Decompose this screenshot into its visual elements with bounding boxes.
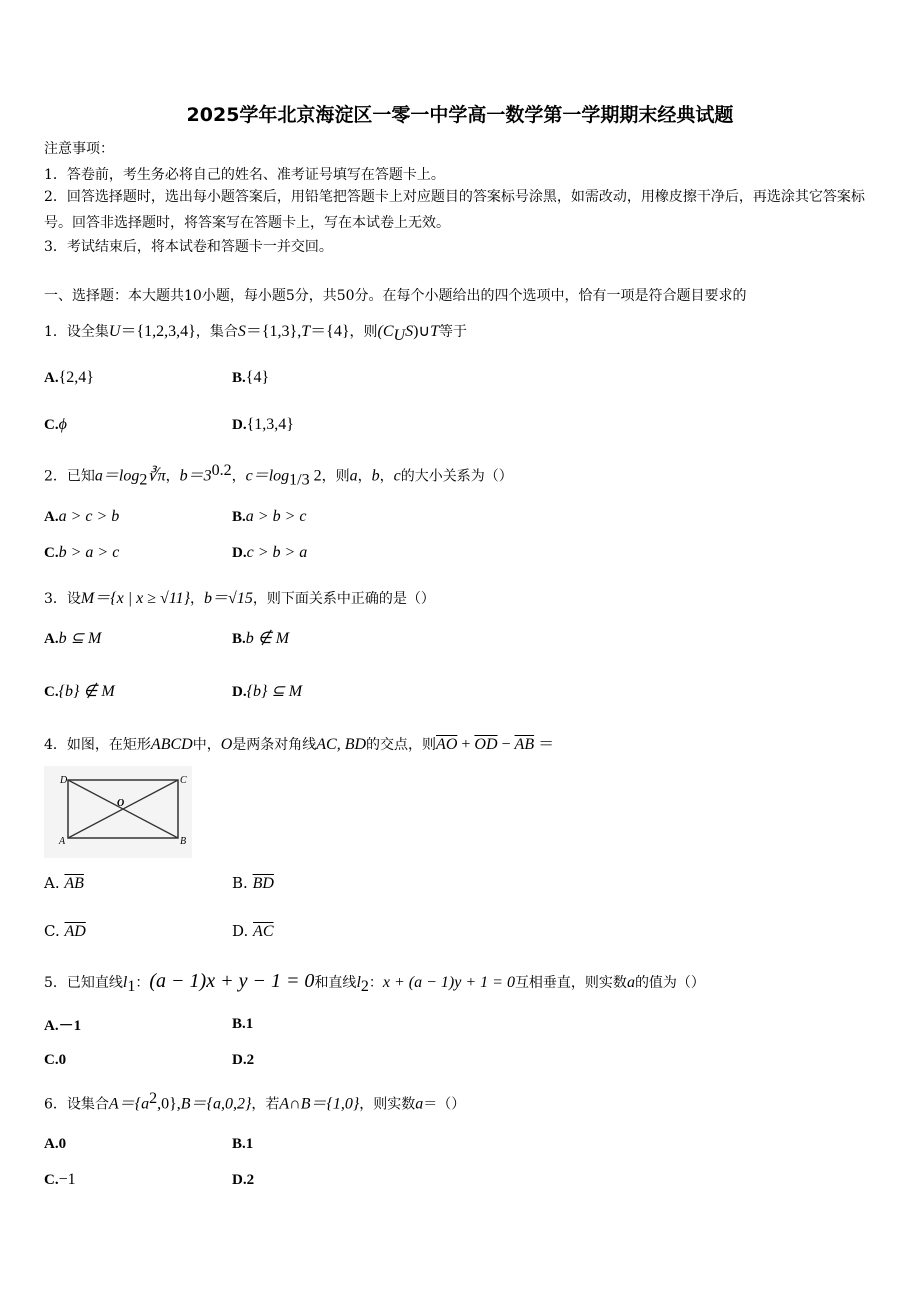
question-2 bbox=[44, 462, 513, 489]
option-label: B. bbox=[232, 370, 246, 386]
question-1 bbox=[44, 318, 467, 345]
option-label: D. bbox=[232, 1172, 247, 1188]
q5-var-a: a bbox=[626, 974, 635, 991]
q1-set-s-value: ＝{1,3}, bbox=[245, 323, 302, 340]
q2-a-sub: 2 bbox=[139, 471, 148, 489]
q1-complement: (C bbox=[377, 323, 394, 340]
option-label: B. bbox=[232, 631, 246, 647]
q6-option-d[interactable] bbox=[232, 1170, 254, 1189]
q6-set-a-rest: ,0}, bbox=[157, 1095, 181, 1113]
q6-var-a: a bbox=[415, 1095, 424, 1113]
q1-union-t: T bbox=[430, 323, 440, 340]
q6-number: 6．设集合 bbox=[44, 1096, 109, 1113]
q6-set-a: A＝{a bbox=[108, 1095, 150, 1113]
q1-option-c[interactable] bbox=[44, 415, 67, 434]
q2-sep: ， bbox=[165, 468, 180, 485]
q4-point-o: O bbox=[220, 736, 233, 753]
option-text: 0 bbox=[58, 1052, 67, 1068]
option-label: A. bbox=[44, 509, 59, 525]
option-text: 0 bbox=[58, 1136, 67, 1152]
q4-equals: ＝ bbox=[534, 736, 555, 753]
q4-option-b[interactable] bbox=[232, 874, 274, 893]
option-label: D. bbox=[232, 684, 247, 700]
page-title: 2025学年北京海淀区一零一中学高一数学第一学期期末经典试题 bbox=[186, 104, 734, 126]
q3-option-d[interactable] bbox=[232, 681, 302, 701]
option-label: A. bbox=[44, 1018, 59, 1034]
option-label: B. bbox=[232, 1136, 246, 1152]
q3-tail: ，则下面关系中正确的是（） bbox=[252, 591, 435, 607]
q4-vector-od: $\overline{OD}$ bbox=[474, 736, 498, 753]
option-text: −1 bbox=[58, 1171, 76, 1188]
q5-text: 和直线 bbox=[314, 975, 357, 991]
q1-set-s: S bbox=[237, 323, 246, 340]
q5-line-1-sub: 1 bbox=[127, 977, 136, 995]
option-text: 2 bbox=[246, 1172, 255, 1188]
q6-tail: ＝（） bbox=[423, 1096, 466, 1113]
option-text: b ⊆ M bbox=[58, 630, 102, 647]
option-label: D. bbox=[232, 545, 247, 561]
q1-union: )∪ bbox=[413, 323, 431, 340]
option-label: B. bbox=[232, 1016, 246, 1032]
q4-vector-ao: $\overline{AO}$ bbox=[436, 736, 458, 753]
option-text: －1 bbox=[58, 1018, 82, 1034]
q6-text: ，则实数 bbox=[359, 1096, 416, 1113]
q2-option-a[interactable] bbox=[44, 507, 119, 526]
q2-sep: ， bbox=[231, 468, 246, 485]
q5-line-2-sub: 2 bbox=[360, 977, 369, 995]
q1-complement-s: S bbox=[405, 323, 414, 340]
q3-number: 3．设 bbox=[44, 591, 81, 607]
q3-option-c[interactable] bbox=[44, 681, 115, 701]
option-label: C. bbox=[44, 1172, 59, 1188]
option-label: B. bbox=[232, 874, 248, 892]
q2-c-arg: 2 bbox=[309, 467, 322, 485]
q2-tail: 的大小关系为（） bbox=[400, 468, 513, 485]
option-vector: $\overline{AB}$ bbox=[64, 875, 84, 892]
q1-set-u: U bbox=[108, 323, 121, 340]
option-label: D. bbox=[232, 922, 249, 940]
q3-b-def: b＝√15 bbox=[204, 590, 253, 607]
q5-option-d[interactable] bbox=[232, 1050, 254, 1069]
notice-item-3: 3．考试结束后，将本试卷和答题卡一并交回。 bbox=[44, 239, 333, 255]
notice-item-1: 1．答卷前，考生务必将自己的姓名、准考证号填写在答题卡上。 bbox=[44, 167, 445, 183]
option-vector: $\overline{BD}$ bbox=[252, 875, 274, 892]
q4-rect: ABCD bbox=[150, 736, 193, 753]
option-text: c > b > a bbox=[246, 544, 308, 561]
q6-option-b[interactable] bbox=[232, 1134, 253, 1153]
option-text: a > b > c bbox=[245, 508, 307, 525]
q5-option-b[interactable] bbox=[232, 1014, 253, 1033]
q2-option-c[interactable] bbox=[44, 543, 119, 562]
figure-label-d: D bbox=[60, 775, 68, 786]
option-label: D. bbox=[232, 417, 247, 433]
figure-label-b: B bbox=[180, 836, 187, 847]
q5-option-a[interactable] bbox=[44, 1014, 81, 1035]
q1-option-a[interactable] bbox=[44, 368, 94, 387]
section-heading: 一、选择题：本大题共10小题，每小题5分，共50分。在每个小题给出的四个选项中，恰有一项是符合题目要求的 bbox=[44, 288, 747, 304]
q4-option-a[interactable] bbox=[44, 874, 84, 893]
q1-number: 1．设全集 bbox=[44, 324, 109, 340]
q2-option-d[interactable] bbox=[232, 543, 307, 562]
q2-a-def: a＝log bbox=[94, 467, 140, 485]
q1-text: ，集合 bbox=[195, 324, 238, 340]
q4-text: 的交点，则 bbox=[366, 737, 437, 753]
option-label: A. bbox=[44, 370, 59, 386]
option-text: 2 bbox=[246, 1052, 255, 1068]
question-5 bbox=[44, 970, 705, 996]
question-3 bbox=[44, 585, 435, 608]
q4-text: 是两条对角线 bbox=[232, 737, 317, 753]
q4-diagonals: AC, BD bbox=[316, 736, 367, 753]
q2-var-c: c bbox=[393, 467, 401, 485]
option-label: A. bbox=[44, 874, 60, 892]
option-text: {b} ⊆ M bbox=[246, 683, 303, 700]
q5-colon: ： bbox=[135, 975, 150, 991]
q3-option-a[interactable] bbox=[44, 628, 101, 648]
q5-tail: 的值为（） bbox=[634, 975, 705, 991]
q5-number: 5．已知直线 bbox=[44, 975, 123, 991]
option-text: {b} ∉ M bbox=[58, 683, 115, 700]
q6-option-c[interactable] bbox=[44, 1170, 76, 1189]
q2-b-sup: 0.2 bbox=[211, 462, 232, 479]
q2-c-sub: 1/3 bbox=[289, 471, 310, 489]
q4-option-d[interactable] bbox=[232, 922, 274, 941]
q6-set-a-sup: 2 bbox=[149, 1090, 158, 1107]
q5-option-c[interactable] bbox=[44, 1050, 66, 1069]
q5-text: 互相垂直，则实数 bbox=[514, 975, 627, 991]
q5-line-2: l bbox=[356, 974, 361, 991]
q2-a-root: ∛π bbox=[147, 467, 166, 485]
q1-set-t-value: ＝{4} bbox=[310, 323, 350, 340]
q5-equation-1: (a − 1)x + y − 1 = 0 bbox=[149, 970, 315, 992]
notice-heading: 注意事项： bbox=[44, 141, 114, 157]
option-text: a > c > b bbox=[58, 508, 120, 525]
option-label: A. bbox=[44, 1136, 59, 1152]
option-label: D. bbox=[232, 1052, 247, 1068]
option-label: C. bbox=[44, 1052, 59, 1068]
q1-text-then: ，则 bbox=[349, 324, 378, 340]
option-label: C. bbox=[44, 417, 59, 433]
q4-minus: − bbox=[497, 736, 515, 753]
notice-item-2: 2．回答选择题时，选出每小题答案后，用铅笔把答题卡上对应题目的答案标号涂黑，如需改动，用橡皮擦干净后，再选涂其它答案标号。回答非选择题时，将答案写在答题卡上，写在本试卷上无效。 bbox=[44, 189, 865, 231]
q2-text: ，则 bbox=[321, 468, 350, 485]
q6-option-a[interactable] bbox=[44, 1134, 66, 1153]
q1-option-d[interactable] bbox=[232, 415, 294, 434]
q1-option-b[interactable] bbox=[232, 368, 269, 387]
q2-option-b[interactable] bbox=[232, 507, 306, 526]
q6-text: ，若 bbox=[251, 1096, 280, 1113]
option-text: 1 bbox=[245, 1016, 254, 1032]
option-text: {2,4} bbox=[58, 369, 94, 386]
option-text: 1 bbox=[245, 1136, 254, 1152]
q3-set-m: M＝{x | x ≥ √11} bbox=[80, 590, 191, 607]
option-label: C. bbox=[44, 684, 59, 700]
q1-complement-sub: U bbox=[393, 326, 406, 344]
q5-equation-2: x + (a − 1)y + 1 = 0 bbox=[382, 974, 515, 991]
option-label: A. bbox=[44, 631, 59, 647]
q4-text: 中， bbox=[192, 737, 221, 753]
option-label: C. bbox=[44, 545, 59, 561]
q5-colon: ： bbox=[368, 975, 383, 991]
q2-var-a: a bbox=[349, 467, 358, 485]
option-label: B. bbox=[232, 509, 246, 525]
question-6 bbox=[44, 1090, 465, 1114]
q4-number: 4．如图，在矩形 bbox=[44, 737, 151, 753]
option-vector: $\overline{AC}$ bbox=[253, 923, 274, 940]
option-text: ϕ bbox=[58, 416, 67, 433]
option-text: {4} bbox=[245, 369, 270, 386]
q1-tail: 等于 bbox=[439, 324, 468, 340]
q1-set-u-value: {1,2,3,4} bbox=[136, 323, 196, 340]
figure-label-c: C bbox=[180, 775, 187, 786]
q3-option-b[interactable] bbox=[232, 628, 289, 648]
option-vector: $\overline{AD}$ bbox=[64, 923, 86, 940]
q2-sep: ， bbox=[379, 468, 394, 485]
q4-plus: + bbox=[457, 736, 475, 753]
q2-sep: ， bbox=[357, 468, 372, 485]
q4-option-c[interactable] bbox=[44, 922, 86, 941]
q4-vector-ab: $\overline{AB}$ bbox=[514, 736, 535, 753]
option-text: b > a > c bbox=[58, 544, 120, 561]
q3-sep: ， bbox=[190, 591, 205, 607]
q2-b-def: b＝3 bbox=[179, 467, 212, 485]
q2-c-def: c＝log bbox=[245, 467, 290, 485]
rectangle-figure bbox=[44, 766, 192, 858]
figure-label-o: O bbox=[117, 798, 125, 809]
option-text: b ∉ M bbox=[245, 630, 290, 647]
question-4 bbox=[44, 731, 554, 754]
q2-number: 2．已知 bbox=[44, 468, 95, 485]
q5-line-1: l bbox=[122, 974, 128, 991]
figure-label-a: A bbox=[59, 836, 66, 847]
q1-eq: ＝ bbox=[120, 323, 137, 340]
q6-intersection: A∩B＝{1,0} bbox=[279, 1095, 360, 1113]
q6-set-b: B＝{a,0,2} bbox=[180, 1095, 252, 1113]
option-label: C. bbox=[44, 922, 60, 940]
option-text: {1,3,4} bbox=[246, 416, 294, 433]
q1-set-t: T bbox=[301, 323, 311, 340]
q2-var-b: b bbox=[371, 467, 380, 485]
